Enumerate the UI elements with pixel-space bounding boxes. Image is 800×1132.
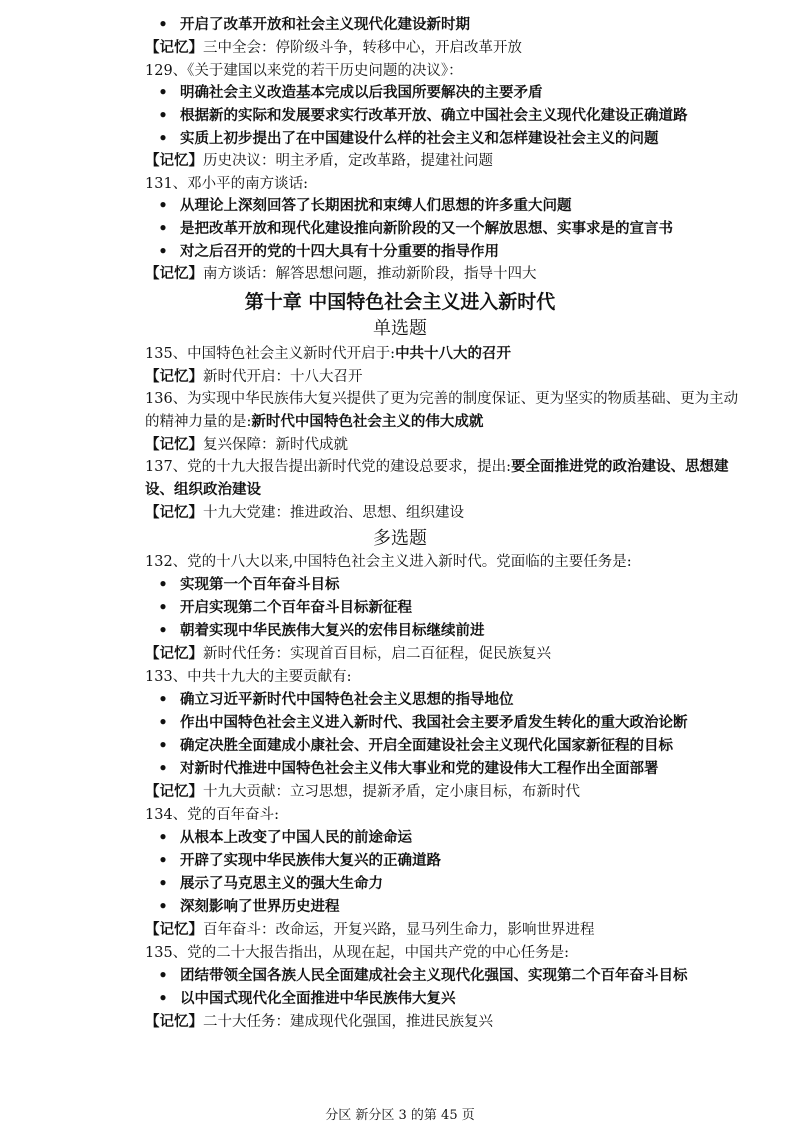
question-title: 134、党的百年奋斗: [145,807,280,823]
memory-text: 复兴保障：新时代成就 [203,437,348,453]
memory-note [145,781,580,803]
memory-note [145,366,363,388]
memory-tag: 【记忆】 [145,152,203,169]
section-heading: 多选题 [373,528,427,549]
memory-note [145,1011,493,1033]
bullet-text: 团结带领全国各族人民全面建成社会主义现代化强国、实现第二个百年奋斗目标 [180,967,688,984]
bullet-text: 明确社会主义改造基本完成以后我国所要解决的主要矛盾 [180,84,543,101]
memory-text: 南方谈话：解答思想问题，推动新阶段，指导十四大 [203,266,537,282]
question-title: 132、党的十八大以来,中国特色社会主义进入新时代。党面临的主要任务是: [145,554,632,570]
memory-note [145,37,522,59]
memory-tag: 【记忆】 [145,265,203,282]
question-line [145,343,511,365]
bullet-dot-icon: • [158,852,168,869]
bullet-dot-icon: • [158,576,168,593]
memory-note [145,150,493,172]
bullet-text: 深刻影响了世界历史进程 [180,898,340,915]
bullet-dot-icon: • [158,599,168,616]
bullet-text: 从根本上改变了中国人民的前途命运 [180,829,412,846]
question-title: 133、中共十九大的主要贡献有: [145,669,352,685]
memory-note [145,919,595,941]
memory-tag: 【记忆】 [145,436,203,453]
memory-tag: 【记忆】 [145,645,203,662]
question-text: 135、中国特色社会主义新时代开启于: [145,346,396,362]
bullet-dot-icon: • [158,84,168,101]
bullet-dot-icon: • [158,737,168,754]
bullet-dot-icon: • [158,16,168,33]
bullet-text: 朝着实现中华民族伟大复兴的宏伟目标继续前进 [180,622,485,639]
answer-text: 中共十八大的召开 [395,345,512,362]
bullet-dot-icon: • [158,220,168,237]
memory-tag: 【记忆】 [145,783,203,800]
bullet-text: 作出中国特色社会主义进入新时代、我国社会主要矛盾发生转化的重大政治论断 [180,714,688,731]
bullet-dot-icon: • [158,875,168,892]
memory-note [145,502,464,524]
bullet-dot-icon: • [158,829,168,846]
memory-tag: 【记忆】 [145,39,203,56]
memory-note [145,643,551,665]
memory-note [145,434,348,456]
section-heading: 单选题 [373,318,427,339]
question-line [145,411,483,433]
bullet-dot-icon: • [158,990,168,1007]
answer-text: 要全面推进党的政治建设、思想建 [511,458,729,475]
answer-text: 新时代中国特色社会主义的伟大成就 [251,413,484,430]
bullet-dot-icon: • [158,197,168,214]
question-title: 135、党的二十大报告指出，从现在起，中国共产党的中心任务是: [145,945,570,961]
question-line [145,456,729,478]
question-line [145,479,261,501]
question-title: 131、邓小平的南方谈话: [145,176,309,192]
bullet-text: 对新时代推进中国特色社会主义伟大事业和党的建设伟大工程作出全面部署 [180,760,659,777]
memory-text: 新时代任务：实现首百目标，启二百征程，促民族复兴 [203,646,551,662]
answer-text: 设、组织政治建设 [145,481,261,498]
bullet-dot-icon: • [158,243,168,260]
bullet-text: 是把改革开放和现代化建设推向新阶段的又一个解放思想、实事求是的宣言书 [180,220,673,237]
question-text: 137、党的十九大报告提出新时代党的建设总要求，提出: [145,459,512,475]
bullet-dot-icon: • [158,691,168,708]
bullet-text: 实现第一个百年奋斗目标 [180,576,340,593]
bullet-text: 从理论上深刻回答了长期困扰和束缚人们思想的许多重大问题 [180,197,572,214]
question-title: 129、《关于建国以来党的若干历史问题的决议》： [145,63,463,79]
bullet-dot-icon: • [158,898,168,915]
memory-tag: 【记忆】 [145,921,203,938]
memory-text: 历史决议：明主矛盾，定改革路，提建社问题 [203,153,493,169]
bullet-text: 根据新的实际和发展要求实行改革开放、确立中国社会主义现代化建设正确道路 [180,107,688,124]
bullet-text: 确立习近平新时代中国特色社会主义思想的指导地位 [180,691,514,708]
bullet-text: 开启实现第二个百年奋斗目标新征程 [180,599,412,616]
memory-text: 十九大贡献：立习思想，提新矛盾，定小康目标，布新时代 [203,784,580,800]
question-text: 的精神力量的是: [145,414,252,430]
bullet-text: 对之后召开的党的十四大具有十分重要的指导作用 [180,243,499,260]
bullet-text: 实质上初步提出了在中国建设什么样的社会主义和怎样建设社会主义的问题 [180,130,659,147]
memory-text: 三中全会：停阶级斗争，转移中心，开启改革开放 [203,40,522,56]
bullet-text: 开辟了实现中华民族伟大复兴的正确道路 [180,852,441,869]
memory-note [145,263,537,285]
bullet-text: 开启了改革开放和社会主义现代化建设新时期 [180,16,470,33]
bullet-dot-icon: • [158,130,168,147]
bullet-dot-icon: • [158,967,168,984]
bullet-text: 展示了马克思主义的强大生命力 [180,875,383,892]
bullet-dot-icon: • [158,107,168,124]
chapter-heading: 第十章 中国特色社会主义进入新时代 [244,291,556,313]
memory-text: 百年奋斗：改命运，开复兴路，显马列生命力，影响世界进程 [203,922,595,938]
bullet-dot-icon: • [158,760,168,777]
memory-text: 新时代开启：十八大召开 [203,369,363,385]
memory-tag: 【记忆】 [145,504,203,521]
bullet-dot-icon: • [158,622,168,639]
memory-tag: 【记忆】 [145,368,203,385]
memory-tag: 【记忆】 [145,1013,203,1030]
bullet-dot-icon: • [158,714,168,731]
bullet-text: 确定决胜全面建成小康社会、开启全面建设社会主义现代化国家新征程的目标 [180,737,673,754]
memory-text: 十九大党建：推进政治、思想、组织建设 [203,505,464,521]
question-title: 136、为实现中华民族伟大复兴提供了更为完善的制度保证、更为坚实的物质基础、更为主动 [145,391,739,407]
memory-text: 二十大任务：建成现代化强国，推进民族复兴 [203,1014,493,1030]
bullet-text: 以中国式现代化全面推进中华民族伟大复兴 [180,990,456,1007]
page-footer: 分区 新分区 3 的第 45 页 [325,1108,475,1123]
